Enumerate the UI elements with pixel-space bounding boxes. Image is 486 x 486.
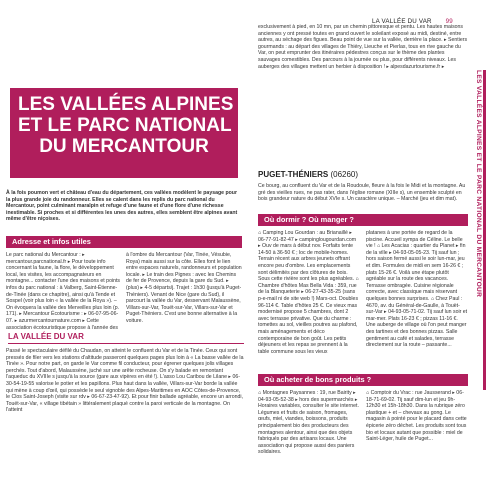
adresse-right-column: à l'ombre du Mercantour (Var, Tinée, Vésubie, Roya) mais aussi sur la côte. Elles font le lien entre espaces naturels, randonneurs et population locale. ▸ Le train des Pignes : avec les Chemins de fer de Provence, depuis la gare du Sud. ▸ (plus) ▸ 4-5 départs/j. Trajet : 1h30 (jusqu'à Puget-Théniers). Venant de Nice (gare du Sud), il parcourt la vallée du Var, desservant Malaussène, Villars-sur-Var, Touët-sur-Var, Villars-sur-Var et Puget-Théniers. C'est une bonne alternative à la voiture. [126,252,242,324]
dormir-left-column: ⌂ Camping Lou Gourdan : au Brianaillé ▸ 06-77-91-82-47 ▸ campinglougourdan.com ▸ Ouv de mars à début nov. Forfaits tente 14-50 à 36-50 € ; loc de mobile-homes. Terrain récent aux arbres jeunets offrant encore peu d'ombre. Les emplacements sont délimités par des clôtures de bois. Sous cette rivière sont les plus agréables. ⌂ Chambre d'hôtes Mas Bella Vida : 359, rue de la Blanqueterie ▸ 06-27-43-35-25 (sans p-e-mail ni de site web !) Mars-oct. Doubles 96-114 €. Table d'hôtes 25 €. Ce vieux mas modernisé propose 5 chambres, dont 2 avec terrasse privative. Que du charme : tomettes au sol, vieilles poutres au plafond, mais aménagements et déco contemporaine de bon goût. Les petits déjeuners et les repas se prennent à la table commune sous les vieux [258,230,359,355]
dormir-right-column: platanes à une portée de regard de la piscine. Accueil sympa de Céline. Le belle vie ! ⌂ Les Acacias : quartier du Planet ▸ fin de la ville ▸ 04-93-05-05-23. Tij sauf lun ; hors saison fermé aussi le soir lun-mar, jeu et dim. Formules de midi en sem 16-26 € ; plats 15-26 €. Voilà une étape plutôt agréable sur la route des vacances. Terrasse ombragée. Cuisine régionale correcte, avec classique mais réservant quelques bonnes surprises. ⌂ Chez Paul : 4670, av. du Général-de-Gaulle, à Touët-sur-Var ▸ 04-93-05-71-02. Tij sauf lun soir et mar-mer. Plats 16-23 € ; pizzas 11-16 €. Une auberge de village où l'on peut manger des tartines et des bonnes pizzas. Salle gentiment au café et salades, terrasse directement sur la route – passante... [366,230,468,349]
acheter-right-column: ⌂ Comptoir du Vrac : rue Jausserand ▸ 06-18-71-69-02. Tij sauf dim-lun et jeu 9h-12h30 et 15h-18h30. Dans la rubrique zéro plastique + et – chevaux au gong. Le magasin à pointé pour le placard dans cette épicerie zéro déchet. Les produits sont tous bio et locaux autant que possible : miel de Saint-Léger, huile de Puget... [366,390,467,443]
city-name: PUGET-THÉNIERS [258,170,329,179]
adresse-title: Adresse et infos utiles [12,237,91,246]
vallee-text: Passé le spectaculaire défilé du Chaudan, on atteint le confluent du Var et de la Tinée. Ceux qui sont pressés de filer vers les stations d'altitude passeront quelques pages plus loin à « La basse vallée de la Tinée ». Pour notre part, on garde le Var comme fil conducteur, pour égrener quelques jolis villages perchés. Tout d'abord, Malaussène, juché sur une arête rocheuse. On s'y balade en remontant l'aqueduc du XVIIIe s jusqu'à la source (gare aux vipères en été !). L'asso Lou Caribou de Lilane ▸ 06-30-54-19-55 valorise le potier et les papillons. Plus haut dans la vallée, Villars-sur-Var borde la vallée qui mène à coup d'œil, qui possède le seul vignoble des Alpes-Maritimes en AOC Côtes-de-Provence, le Clos Saint-Joseph (visite sur rdv ▸ 06-67-23-47-92). Et pour finir ballade agréable, encore un arrondi, Touët-sur-Var, « village tibétain » littéralement plaqué contre la paroi verticale de la montagne. On l'atteint [6,348,244,414]
top-right-text: exclusivement à pied, en 10 mn, par un chemin pittoresque et pentu. Les hautes maisons anciennes y ont pressé toutes en grand ouvert le soleilant exposé au midi, destiné, entre autres, au séchage des figues. Beau point de vue sur la vallée, derrière la place. ▸ Sentiers gourmands : au départ des villages de Thiéry, Lieuche et Pierlas, tous en rive gauche du Var, on peut emprunter des itinéraires pédestres conçus sur le thème des plantes sauvages comestibles. Des parcours à la journée ou plus, pour différents niveaux. Les auberges des villages mettent un herbier à disposition ! ▸ alpesdazurtourisme.fr ▸ [258,24,468,70]
chapter-intro: À la fois poumon vert et château d'eau du département, ces vallées modèlent le paysage pour la plus grande joie du randonneur. Elles se calent dans les replis du parc national du Mercantour, point culminant maralpin et refuge d'une faune et d'une flore d'une richesse inestimable. Si proches et si différentes les unes des autres, elles semblent être alpines avant même d'être niçoises. [6,190,238,222]
adresse-section-header [6,236,242,248]
dormir-title: Où dormir ? Où manger ? [264,215,354,224]
dormir-section-header [258,214,468,226]
acheter-section-header [258,374,468,386]
city-heading [258,170,358,179]
chapter-title-line-1: LES VALLÉES ALPINES [18,94,234,115]
acheter-title: Où acheter de bons produits ? [264,375,372,384]
city-text: Ce bourg, au confluent du Var et de la Roudoule, fleure à la fois le Midi et la montagne. Au gré des vieilles rues, ne pas rater, dans l'église romane (XIIIe s), un ensemble sculpté en bois grandeur nature du début XVIe s. Un caractère unique. – Marché (jeu et dim mat). [258,183,466,203]
page-number: 99 [445,18,453,25]
vallee-section-title: LA VALLÉE DU VAR [8,332,244,344]
chapter-title-block [10,88,238,178]
chapter-title-line-3: DU MERCANTOUR [39,136,209,157]
acheter-left-column: ⌂ Montagnes Paysannes : 19, rue Bairity ▸ 04-93-05-52-38 ▸ hors des supermarchés ▸ Horaires variables, consulter le site internet. Légumes et fruits de saison, fromages, œufs, miel, viandes, boissons, produits principalement bio des producteurs des montagnes alentour, ainsi que des objets fabriqués par des artisans locaux. Une association qui propose aussi des paniers solidaires. [258,390,359,456]
adresse-left-column: Le parc national du Mercantour : ▸ mercantour.parcnational.fr ▸ Pour toute info concernant la faune, la flore, le développement local, les visites, les accompagnateurs en montagne... contacter l'une des maisons et points infos du parc national : à Valberg, Saint-Étienne-de-Tinée (dans ce chapitre), ainsi qu'à Tende et Sospel (voir plus loin « la vallée de la Roya »). – On évoquera la vallée des Merveilles plus loin (p. 171). ▸ Mercantour Écotourisme : ▸ 06-07-95-06-07. ▸ azurmercantournature.com ▸ Cette association écotouristique propose à l'année des [6,252,121,330]
side-chapter-title: LES VALLÉES ALPINES ET LE PARC NATIONAL DU MERCANTOUR [475,70,482,298]
city-postal-code: (06260) [330,170,359,179]
running-head-section: LA VALLÉE DU VAR [372,18,432,25]
chapter-title-line-2: ET LE PARC NATIONAL [18,115,232,136]
